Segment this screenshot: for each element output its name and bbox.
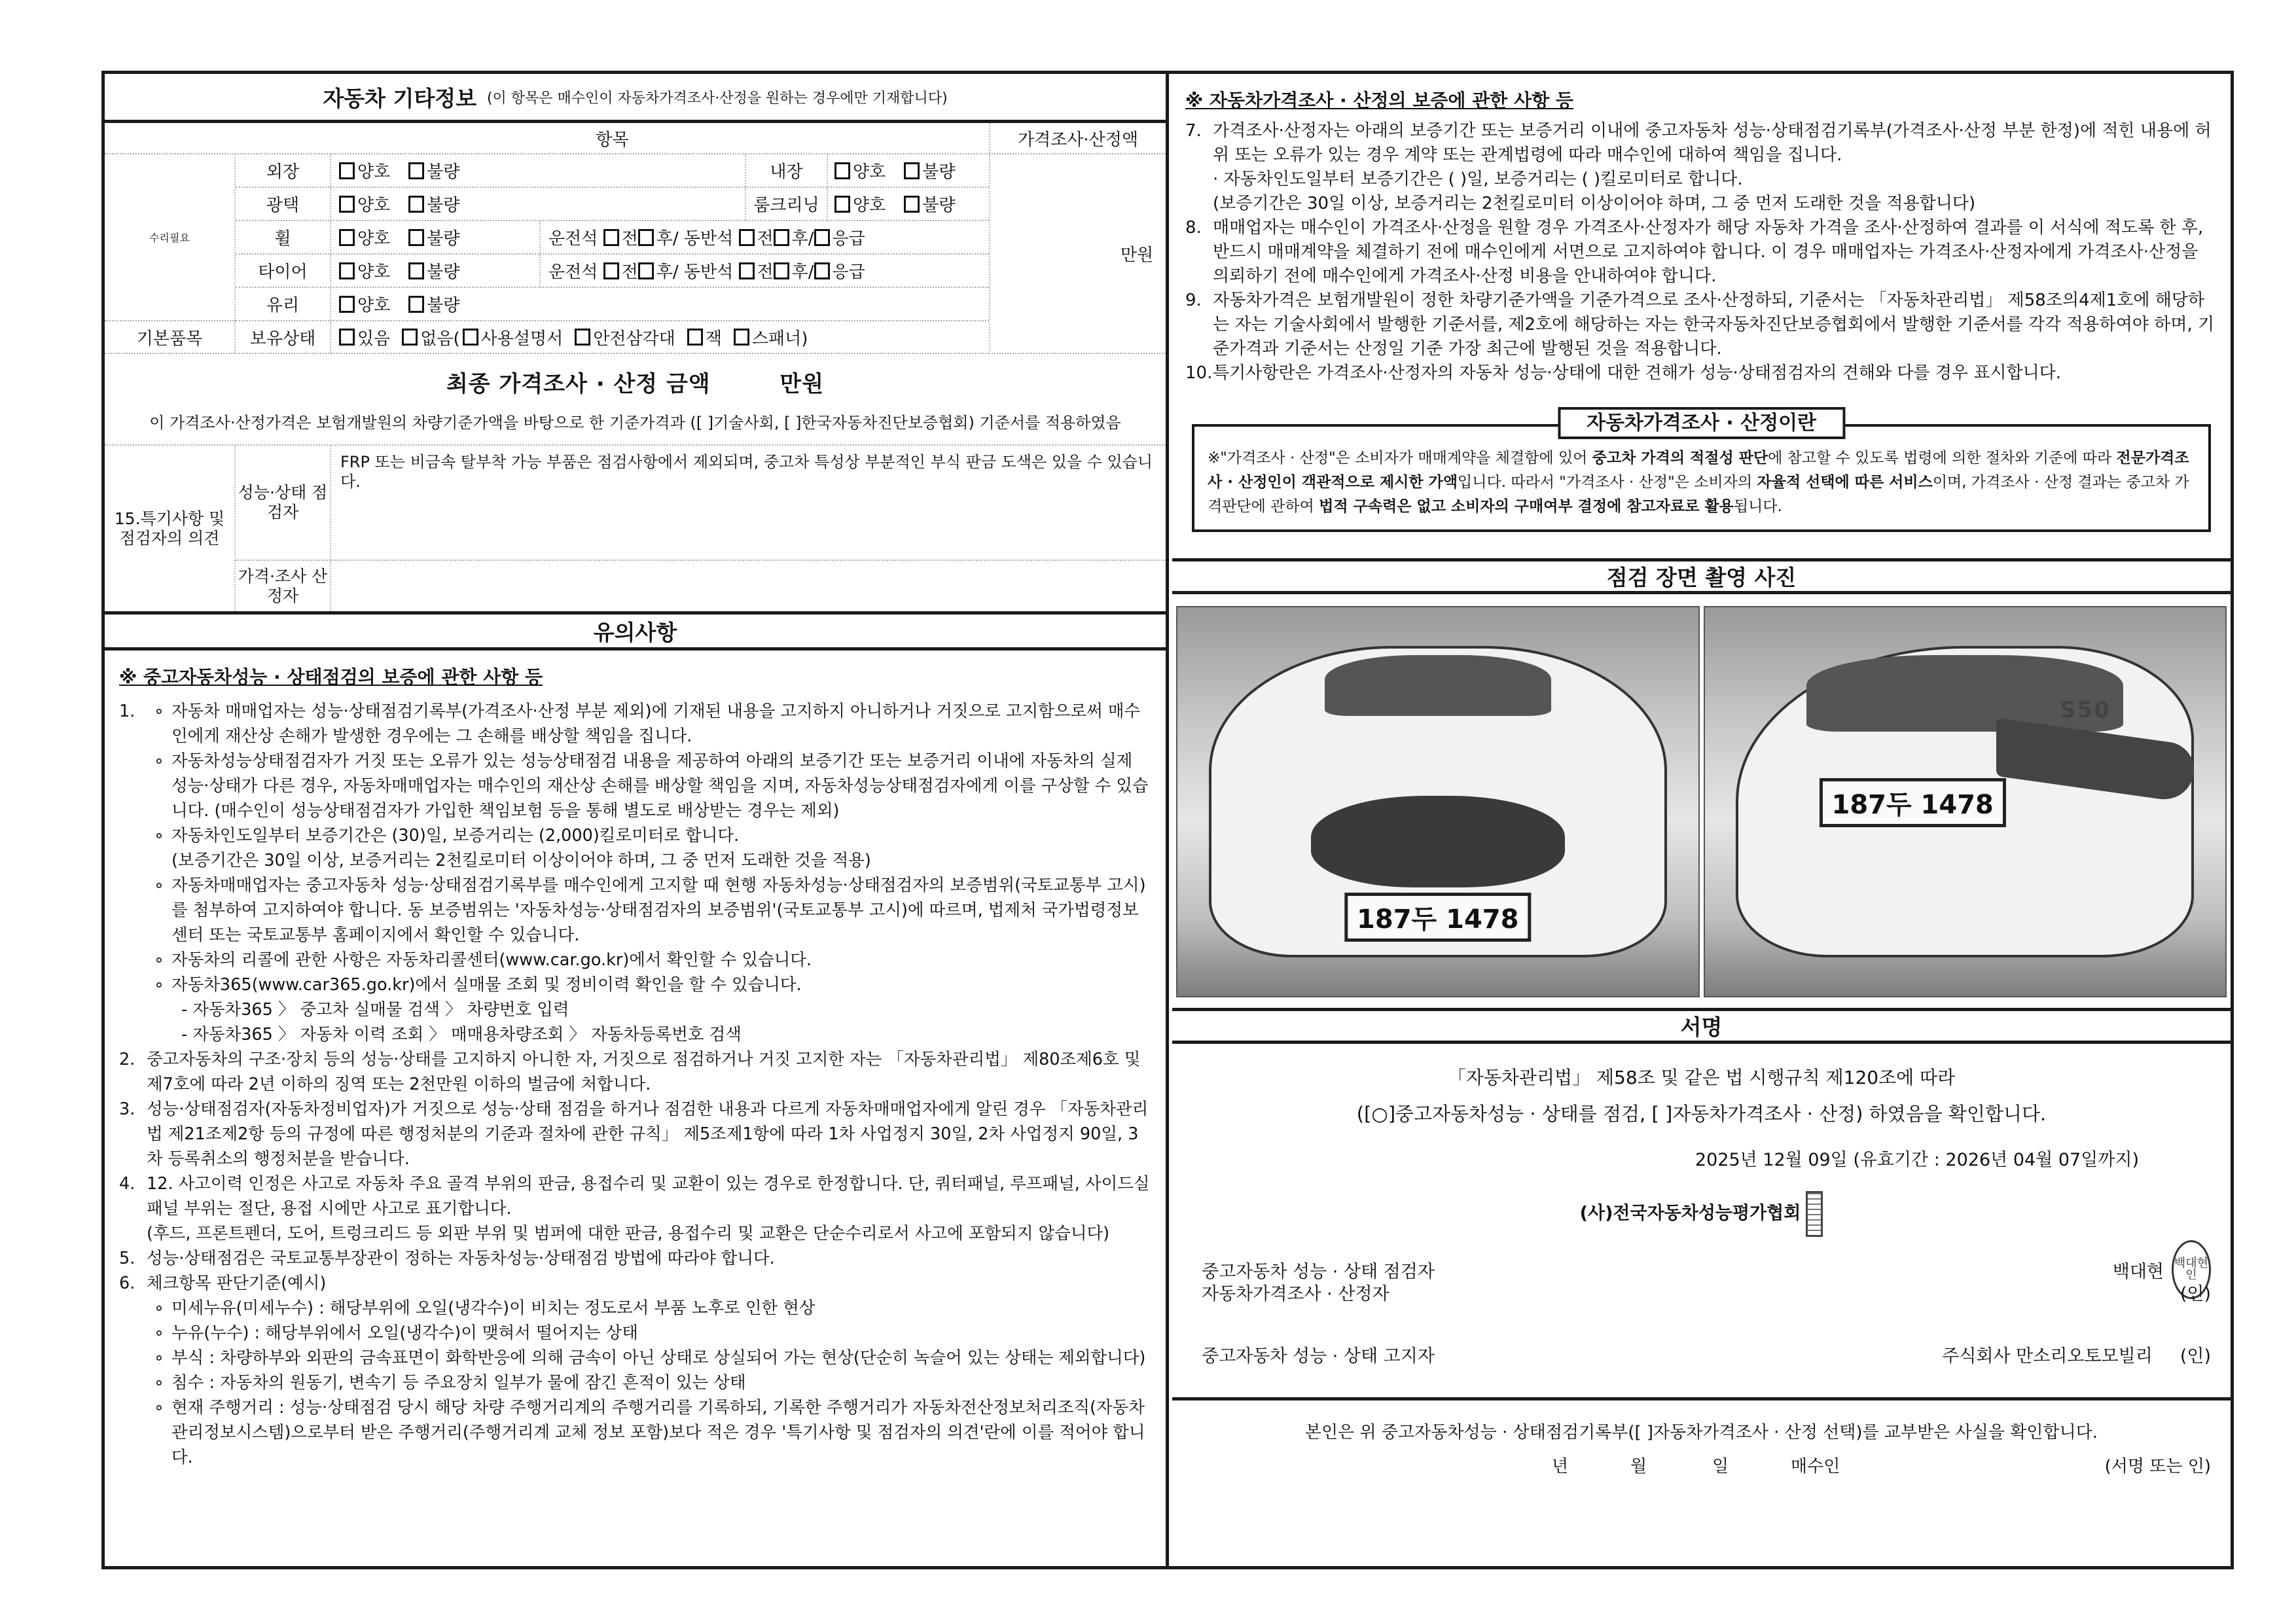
- appraiser-sign-row: [1202, 1279, 2211, 1305]
- criteria-text: 침수 : 자동차의 원동기, 변속기 등 주요장치 일부가 물에 잠긴 흔적이 있는 상태: [171, 1373, 746, 1393]
- item-text: 자동차매매업자는 중고자동차 성능·상태점검기록부를 매수인에게 고지할 때 현행 자동차성능·상태점검자의 보증범위(국토교통부 고시)를 첨부하여 고지하여야 합니다. 동 보증범위는 '자동차성능·상태점검자의 보증범위'(국토교통부 고시)에 따르며, 법제처 국가법령정보센터 또는 국토교통부 홈페이지에서 확인할 수 있습니다.: [171, 876, 1146, 945]
- inspector-name: 백대현: [2112, 1261, 2164, 1282]
- opt-bad: 불량: [427, 162, 460, 182]
- item-number: 6.: [119, 1274, 135, 1293]
- item-text: 자동차 매매업자는 성능·상태점검기록부(가격조사·산정 부분 제외)에 기재된 내용을 고지하지 아니하거나 거짓으로 고지함으로써 매수인에게 재산상 손해가 발생한 경우에는 그 손해를 배상할 책임을 집니다.: [171, 702, 1141, 746]
- checkbox-room-bad[interactable]: [904, 196, 920, 213]
- label-driver-seat: 운전석: [548, 229, 598, 249]
- checkbox-glass-good[interactable]: [339, 296, 355, 313]
- criteria-item: [119, 1395, 1154, 1470]
- label-rear: 후/: [656, 262, 679, 282]
- confirm-statement: ([○]중고자동차성능 · 상태를 점검, [ ]자동차가격조사 · 산정) 하였음을 확인합니다.: [1356, 1103, 2047, 1125]
- opt-good: 양호: [357, 229, 391, 249]
- numbered-item: [119, 1246, 1154, 1271]
- item-number: 4.: [119, 1174, 135, 1194]
- item-text: 12. 사고이력 인정은 사고로 자동차 주요 골격 부위의 판금, 용접수리 및 교환이 있는 경우로 한정합니다. 단, 쿼터패널, 루프패널, 사이드실패널 부위는 절단, 용접 시에만 사고로 표기합니다.: [147, 1174, 1150, 1219]
- notice-item: [119, 972, 1154, 997]
- checkbox-tire-good[interactable]: [339, 262, 355, 279]
- warranty-item: [1185, 119, 2219, 216]
- item-text: 자동차365(www.car365.go.kr)에서 실매물 조회 및 정비이력 확인을 할 수 있습니다.: [171, 975, 802, 995]
- sub-item: - 자동차365 〉 자동차 이력 조회 〉 매매용차량조회 〉 자동차등록번호 검색: [181, 1025, 742, 1044]
- checkbox-interior-bad[interactable]: [904, 162, 920, 179]
- checkbox-wheel-bad[interactable]: [408, 229, 424, 246]
- label-rear: 후/: [656, 229, 679, 249]
- def-emphasis: 중고차 가격의 적절성 판단: [1592, 450, 1768, 467]
- buyer-statement: 본인은 위 중고자동차성능 · 상태점검기록부([ ]자동차가격조사 · 산정 선택)를 교부받은 사실을 확인합니다.: [1304, 1423, 2098, 1442]
- checkbox-glass-bad[interactable]: [408, 296, 424, 313]
- label-room-cleaning: 룸크리닝: [746, 188, 828, 220]
- appraiser-role: 자동차가격조사 · 산정자: [1202, 1284, 1390, 1304]
- opt-manual: 사용설명서: [480, 329, 564, 349]
- checkbox-spanner[interactable]: [734, 329, 749, 346]
- signature-section: [1172, 1044, 2231, 1476]
- criteria-item: [119, 1370, 1154, 1395]
- def-emphasis: 자율적 선택에 따른 서비스: [1757, 474, 1933, 491]
- inspector-role: 중고자동차 성능 · 상태 점검자: [1202, 1261, 1435, 1282]
- item-extra: (후드, 프론트펜더, 도어, 트렁크리드 등 외판 부위 및 범퍼에 대한 판금, 용접수리 및 교환은 단순수리로서 사고에 포함되지 않습니다): [147, 1224, 1110, 1243]
- front-license-plate: 187두 1478: [1344, 893, 1531, 942]
- numbered-item: [119, 1047, 1154, 1097]
- inspector-opinion-text: FRP 또는 비금속 탈부착 가능 부품은 점검사항에서 제외되며, 중고차 특성상 부분적인 부식 판금 도색은 있을 수 있습니다.: [340, 453, 1153, 491]
- checkbox-tire-passenger-front[interactable]: [739, 262, 755, 279]
- def-text: 됩니다.: [1733, 498, 1782, 515]
- def-emphasis: 법적 구속력은 없고 소비자의 구매여부 결정에 참고자료로 활용: [1319, 498, 1734, 515]
- item-text: (보증기간은 30일 이상, 보증거리는 2천킬로미터 이상이어야 하며, 그 중 먼저 도래한 것을 적용합니다): [1213, 194, 1976, 213]
- checkbox-tire-emergency[interactable]: [814, 262, 830, 279]
- table-header-row: [105, 123, 1166, 154]
- final-price-row: [105, 354, 1166, 446]
- rear-license-plate: 187두 1478: [1820, 778, 2006, 827]
- final-price-label: 최종 가격조사 · 산정 금액: [446, 371, 711, 397]
- checkbox-wheel-emergency[interactable]: [814, 229, 830, 246]
- item-number: 9.: [1185, 291, 1202, 310]
- year-field[interactable]: 년: [1552, 1457, 1569, 1476]
- label-exterior: 외장: [236, 154, 331, 187]
- label-emergency: 응급: [832, 262, 865, 282]
- vehicle-other-info-table: [105, 123, 1166, 615]
- buyer-label: 매수인: [1791, 1457, 1840, 1476]
- item-text: 자동차가격은 보험개발원이 정한 차량기준가액을 기준가격으로 조사·산정하되, 기준서는 「자동차관리법」 제58조의4제1호에 해당하는 자는 기술사회에서 발행한 기준서를, 제2호에 해당하는 자는 한국자동차진단보증협회에서 발행한 기준서를 각각 적용하여야 하며, 기준가격과 기준서는 산정일 기준 가장 최근에 발행된 것을 적용합니다.: [1213, 291, 2215, 359]
- checkbox-wheel-passenger-front[interactable]: [739, 229, 755, 246]
- definition-box: [1192, 412, 2211, 532]
- law-reference: 「자동차관리법」 제58조 및 같은 법 시행규칙 제120조에 따라: [1447, 1067, 1956, 1088]
- bullet-icon: ∘: [154, 1298, 164, 1318]
- checkbox-gloss-bad[interactable]: [408, 196, 424, 213]
- notice-item: [119, 823, 1154, 848]
- opt-good: 양호: [853, 162, 886, 182]
- opt-bad: 불량: [427, 229, 460, 249]
- opt-jack: 잭: [705, 329, 722, 349]
- label-front: 전: [757, 229, 774, 249]
- seal-placeholder[interactable]: (인): [2179, 1346, 2211, 1366]
- label-driver-seat: 운전석: [548, 262, 598, 282]
- opt-bad: 불량: [427, 296, 460, 315]
- opt-good: 양호: [357, 162, 391, 182]
- inspection-date: 2025년 12월 09일 (유효기간 : 2026년 04월 07일까지): [1695, 1150, 2139, 1170]
- final-price-unit: 만원: [780, 371, 825, 397]
- notice-header: 유의사항: [105, 615, 1166, 651]
- group-repair-label: 수리필요: [105, 154, 236, 321]
- buyer-signature-field[interactable]: (서명 또는 인): [2104, 1457, 2211, 1476]
- item-text: 자동차의 리콜에 관한 사항은 자동차리콜센터(www.car.go.kr)에서 확인할 수 있습니다.: [171, 950, 812, 970]
- organization: [1172, 1191, 2231, 1237]
- criteria-item: [119, 1346, 1154, 1370]
- warranty-item: [1185, 216, 2219, 289]
- checkbox-jack[interactable]: [687, 329, 703, 346]
- col-header-price: 가격조사·산정액: [989, 123, 1166, 153]
- def-text: 이며, 가격조사 · 산정 결과는 중고차 가격판단에 관하여: [1208, 474, 2189, 515]
- checkbox-room-good[interactable]: [834, 196, 850, 213]
- notice-item: [119, 749, 1154, 823]
- label-glass: 유리: [236, 288, 331, 320]
- numbered-item: [119, 1097, 1154, 1171]
- bullet-icon: ∘: [154, 1323, 164, 1343]
- bullet-icon: ∘: [154, 1348, 164, 1368]
- rear-car-photo: [1704, 606, 2227, 997]
- criteria-text: 현재 주행거리 : 성능·상태점검 당시 해당 차량 주행거리계의 주행거리를 기록하되, 기록한 주행거리가 자동차전산정보처리조직(자동차관리정보시스템)으로부터 받은 주행거리(주행거리계 교체 정보 포함)보다 적은 경우 '특기사항 및 점검자의 의견'란에 이를 적어야 합니다.: [171, 1398, 1145, 1467]
- criteria-item: [119, 1321, 1154, 1346]
- checkbox-wheel-driver-front[interactable]: [603, 229, 619, 246]
- group-basic-label: 기본품목: [105, 321, 236, 353]
- checkbox-tire-passenger-rear[interactable]: [774, 262, 789, 279]
- checkbox-exterior-bad[interactable]: [408, 162, 424, 179]
- label-emergency: 응급: [832, 229, 865, 249]
- inspector-label: 성능·상태 점검자: [236, 446, 331, 560]
- checkbox-tire-bad[interactable]: [408, 262, 424, 279]
- row-gloss: [236, 188, 989, 221]
- checkbox-wheel-passenger-rear[interactable]: [774, 229, 789, 246]
- bullet-icon: ∘: [154, 1373, 164, 1393]
- item-text: 특기사항란은 가격조사·산정자의 자동차 성능·상태에 대한 견해가 성능·상태점검자의 견해와 다를 경우 표시합니다.: [1213, 363, 2062, 383]
- label-front: 전: [621, 262, 638, 282]
- final-price-note: 이 가격조사·산정가격은 보험개발원의 차량기준가액을 바탕으로 한 기준가격과 ([ ]기술사회, [ ]한국자동차진단보증협회) 기준서를 적용하였음: [149, 414, 1121, 432]
- opt-triangle: 안전삼각대: [593, 329, 675, 349]
- opt-bad: 불량: [427, 262, 460, 282]
- item-text: 자동차성능상태점검자가 거짓 또는 오류가 있는 성능상태점검 내용을 제공하여 아래의 보증기간 또는 보증거리 이내에 자동차의 실제 성능·상태가 다른 경우, 자동차매매업자는 매수인의 재산상 손해를 배상할 책임을 지며, 자동차성능상태점검자에게 이를 구상할 수 있습니다. (매수인이 성능상태점검자가 가입한 책임보험 등을 통해 별도로 배상받는 경우는 제외): [171, 751, 1149, 821]
- checkbox-triangle[interactable]: [575, 329, 590, 346]
- numbered-item: [119, 1271, 1154, 1296]
- notice-item: [119, 873, 1154, 948]
- left-column: [105, 74, 1169, 1566]
- def-emphasis: 전문가격조사 · 산정인이 객관적으로 제시한 가액: [1208, 450, 2189, 491]
- opt-bad: 불량: [922, 196, 956, 215]
- notifier-sign-row: [1202, 1342, 2211, 1367]
- checkbox-has[interactable]: [339, 329, 355, 346]
- opt-good: 양호: [357, 196, 391, 215]
- item-number: 1.: [119, 702, 135, 721]
- opt-has: 있음: [357, 329, 391, 349]
- opt-none: 없음(: [420, 329, 460, 349]
- seal-placeholder[interactable]: (인): [2179, 1284, 2211, 1304]
- section-title: 자동차 기타정보: [323, 85, 476, 111]
- windshield: [1325, 655, 1551, 716]
- label-gloss: 광택: [236, 188, 331, 220]
- bullet-icon: ∘: [154, 975, 164, 995]
- criteria-text: 부식 : 차량하부와 외판의 금속표면이 화학반응에 의해 금속이 아닌 상태로 상실되어 가는 현상(단순히 녹슬어 있는 상태는 제외합니다): [171, 1348, 1146, 1368]
- col-header-item: 항목: [596, 130, 629, 150]
- checkbox-none[interactable]: [402, 329, 418, 346]
- inspector-opinion-row: [236, 446, 1166, 561]
- item-number: 7.: [1185, 121, 1202, 141]
- inspection-record-page: [101, 71, 2234, 1569]
- item-number: 2.: [119, 1050, 135, 1069]
- opt-good: 양호: [357, 296, 391, 315]
- item-number: 5.: [119, 1249, 135, 1268]
- criteria-item: [119, 1296, 1154, 1321]
- numbered-item: [119, 1171, 1154, 1221]
- notice-item: [119, 948, 1154, 972]
- notice-body: [105, 651, 1166, 1470]
- appraiser-opinion-text: [331, 561, 1166, 611]
- item-text: 성능·상태점검자(자동차정비업자)가 거짓으로 성능·상태 점검을 하거나 점검한 내용과 다르게 자동차매매업자에게 알린 경우 「자동차관리법 제21조제2항 등의 규정에 따른 행정처분의 기준과 절차에 관한 규칙」 제5조제1항에 따라 1차 사업정지 30일, 2차 사업정지 90일, 3차 등록취소의 행정처분을 받습니다.: [147, 1099, 1149, 1169]
- row-basic-items: [105, 321, 989, 354]
- opt-bad: 불량: [922, 162, 956, 182]
- row-tire: [236, 255, 989, 288]
- warranty-item: [1185, 361, 2219, 385]
- photo-section-header: 점검 장면 촬영 사진: [1172, 558, 2231, 594]
- personal-seal-icon: 백대현인: [2172, 1240, 2211, 1299]
- def-text: ※"가격조사 · 산정"은 소비자가 매매계약을 체결함에 있어: [1208, 450, 1592, 467]
- front-car-photo: [1176, 606, 1700, 997]
- label-rear: 후/: [791, 229, 814, 249]
- item-number: 3.: [119, 1099, 135, 1119]
- month-field[interactable]: 월: [1630, 1457, 1647, 1476]
- checkbox-wheel-good[interactable]: [339, 229, 355, 246]
- checkbox-tire-driver-rear[interactable]: [638, 262, 654, 279]
- item-text: 성능·상태점검은 국토교통부장관이 정하는 자동차성능·상태점검 방법에 따라야 합니다.: [147, 1249, 775, 1268]
- wheel-position-options: [541, 221, 989, 253]
- checkbox-tire-driver-front[interactable]: [603, 262, 619, 279]
- price-warranty-title: ※ 자동차가격조사 · 산정의 보증에 관한 사항 등: [1185, 90, 1573, 111]
- bullet-icon: ∘: [154, 702, 164, 721]
- bullet-icon: ∘: [154, 876, 164, 895]
- label-passenger-seat: 동반석: [683, 229, 734, 249]
- price-warranty-section: [1172, 74, 2231, 558]
- opt-good: 양호: [357, 262, 391, 282]
- opt-spanner: 스패너): [751, 329, 808, 349]
- checkbox-gloss-good[interactable]: [339, 196, 355, 213]
- label-tire: 타이어: [236, 255, 331, 287]
- grille: [1311, 796, 1565, 887]
- checkbox-wheel-driver-rear[interactable]: [638, 229, 654, 246]
- label-wheel: 휠: [236, 221, 331, 253]
- item-text: 체크항목 판단기준(예시): [147, 1274, 327, 1293]
- day-field[interactable]: 일: [1712, 1457, 1729, 1476]
- notifier-name: 주식회사 만소리오토모빌리: [1942, 1346, 2153, 1366]
- org-seal-icon: [1806, 1191, 1823, 1237]
- opt-good: 양호: [853, 196, 886, 215]
- buyer-confirmation: [1172, 1397, 2231, 1495]
- label-interior: 내장: [746, 154, 828, 187]
- item-number: 8.: [1185, 218, 1202, 238]
- appraiser-opinion-row: [236, 561, 1166, 611]
- label-front: 전: [757, 262, 774, 282]
- warranty-item: [1185, 289, 2219, 361]
- item-extra: (보증기간은 30일 이상, 보증거리는 2천킬로미터 이상이어야 하며, 그 중 먼저 도래한 것을 적용): [171, 851, 871, 870]
- criteria-text: 미세누유(미세누수) : 해당부위에 오일(냉각수)이 비치는 정도로서 부품 노후로 인한 현상: [171, 1298, 816, 1318]
- label-rear: 후/: [791, 262, 814, 282]
- notifier-role: 중고자동차 성능 · 상태 고지자: [1202, 1346, 1435, 1366]
- def-text: 입니다. 따라서 "가격조사 · 산정"은 소비자의: [1458, 474, 1757, 491]
- bullet-icon: ∘: [154, 826, 164, 846]
- row-glass: [236, 288, 989, 321]
- vehicle-other-info-header: [105, 74, 1166, 123]
- item-text: 중고자동차의 구조·장치 등의 성능·상태를 고지하지 아니한 자, 거짓으로 점검하거나 거짓 고지한 자는 「자동차관리법」 제80조제6호 및 제7호에 따라 2년 이하의 징역 또는 2천만원 이하의 벌금에 처합니다.: [147, 1050, 1141, 1094]
- org-name: (사)전국자동차성능평가협회: [1579, 1203, 1801, 1224]
- row-wheel: [236, 221, 989, 255]
- label-possession: 보유상태: [236, 321, 331, 353]
- item-number: 10.: [1185, 363, 1213, 383]
- section-subtitle: (이 항목은 매수인이 자동차가격조사·산정을 원하는 경우에만 기재합니다): [486, 90, 948, 107]
- def-text: 에 참고할 수 있도록 법령에 의한 절차와 기준에 따라: [1768, 450, 2117, 467]
- price-unit: 만원: [1120, 245, 1154, 265]
- notice-item: [119, 699, 1154, 749]
- definition-label: 자동차가격조사 · 산정이란: [1558, 407, 1845, 439]
- notice-section-title: ※ 중고자동차성능 · 상태점검의 보증에 관한 사항 등: [119, 666, 543, 688]
- opinion-section: [105, 446, 1166, 615]
- bullet-icon: ∘: [154, 751, 164, 771]
- inspection-photos: [1172, 594, 2231, 1008]
- sub-item: - 자동차365 〉 중고차 실매물 검색 〉 차량번호 입력: [181, 1000, 569, 1020]
- label-front: 전: [621, 229, 638, 249]
- item-text: 매매업자는 매수인이 가격조사·산정을 원할 경우 가격조사·산정자가 해당 자동차 가격을 조사·산정하여 결과를 이 서식에 적도록 한 후, 반드시 매매계약을 체결하기 전에 매수인에게 서면으로 고지하여야 합니다. 이 경우 매매업자는 가격조사·산정자에게 가격조사·산정을 의뢰하기 전에 매수인에게 가격조사·산정 비용을 안내하여야 합니다.: [1213, 218, 2204, 286]
- checkbox-exterior-good[interactable]: [339, 162, 355, 179]
- signature-header: 서명: [1172, 1008, 2231, 1044]
- item-text: 가격조사·산정자는 아래의 보증기간 또는 보증거리 이내에 중고자동차 성능·상태점검기록부(가격조사·산정 부분 한정)에 적힌 내용에 허위 또는 오류가 있는 경우 계약 또는 관계법령에 따라 매수인에 대하여 책임을 집니다.: [1213, 121, 2212, 165]
- right-column: [1172, 74, 2231, 1566]
- row-exterior: [236, 154, 989, 188]
- model-badge: S50: [2060, 696, 2111, 723]
- tire-position-options: [541, 255, 989, 287]
- final-price-title: [446, 366, 824, 398]
- definition-text: [1208, 446, 2195, 519]
- opinion-label: 15.특기사항 및 점검자의 의견: [105, 446, 236, 611]
- label-passenger-seat: 동반석: [683, 262, 734, 282]
- criteria-text: 누유(누수) : 해당부위에서 오일(냉각수)이 맺혀서 떨어지는 상태: [171, 1323, 638, 1343]
- bullet-icon: ∘: [154, 950, 164, 970]
- item-text: 자동차인도일부터 보증기간은 (30)일, 보증거리는 (2,000)킬로미터로 합니다.: [171, 826, 740, 846]
- item-text: · 자동차인도일부터 보증기간은 ( )일, 보증거리는 ( )킬로미터로 합니다.: [1213, 169, 1743, 189]
- bullet-icon: ∘: [154, 1398, 164, 1418]
- checkbox-manual[interactable]: [463, 329, 478, 346]
- price-amount-cell: [989, 154, 1166, 354]
- appraiser-label: 가격·조사 산정자: [236, 561, 331, 611]
- opt-bad: 불량: [427, 196, 460, 215]
- checkbox-interior-good[interactable]: [834, 162, 850, 179]
